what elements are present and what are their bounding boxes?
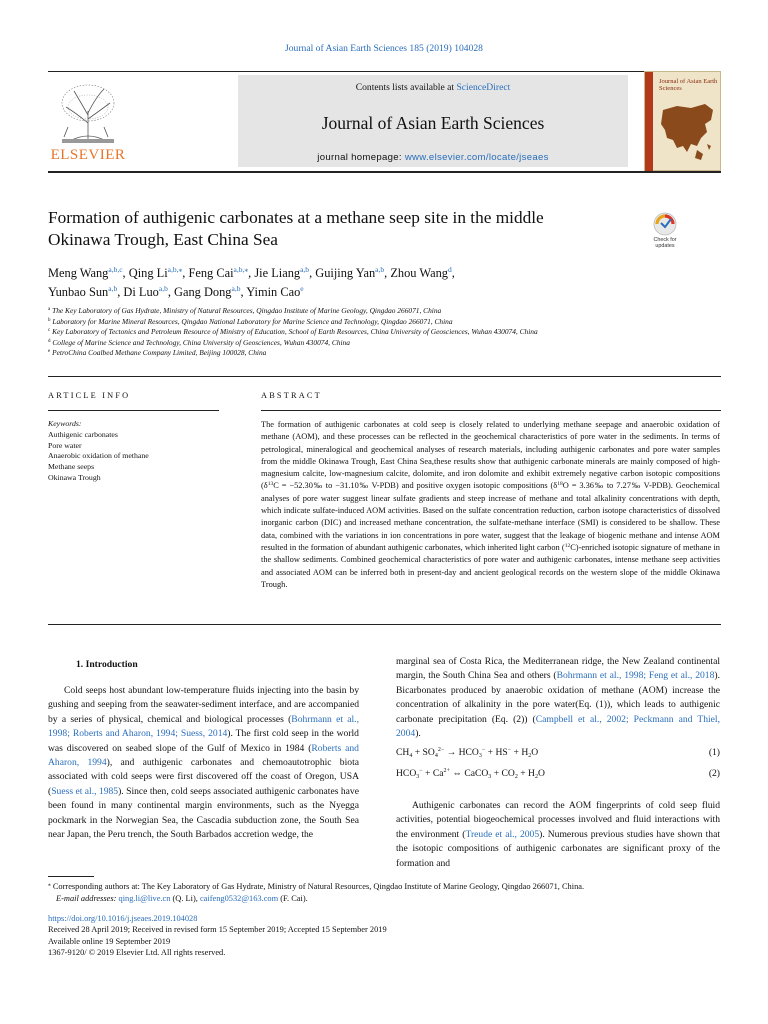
author[interactable]: Jie Liang$^{a,b}$ — [254, 265, 310, 280]
equation-1-body: $CH_4 + SO_4^{2-} \to HCO_3^- + HS^- + H_2O$ — [396, 747, 539, 759]
author[interactable]: Zhou Wang$^d$ — [390, 265, 452, 280]
received-dates: Received 28 April 2019; Received in revised form 15 September 2019; Accepted 15 September 2019 — [48, 925, 387, 935]
sciencedirect-link[interactable]: ScienceDirect — [456, 82, 511, 93]
abstract-rule — [261, 410, 721, 411]
equation-2 — [396, 768, 720, 779]
available-online-date: Available online 19 September 2019 — [48, 936, 171, 946]
intro-right-column-top: marginal sea of Costa Rica, the Mediterranean ridge, the New Zealand continental margin, the South China Sea and others (Bohrmann et al., 1998; Feng et al., 2018). Bicarbonates produced by anaerobic oxidation of methane (AOM) increase the concentration of alkalinity in the pore water(Eq. (1)), which leads to authigenic carbonate precipitation (Eq. (2)) (Campbell et al., 2002; Peckmann and Thiel, 2004). — [396, 656, 720, 740]
email-link[interactable]: qing.li@live.cn — [118, 894, 171, 904]
abstract-bottom-rule — [48, 624, 721, 625]
contents-prefix: Contents lists available at — [355, 82, 457, 93]
equation-2-number: (2) — [708, 768, 720, 779]
author[interactable]: Yimin Cao$^e$ — [246, 284, 304, 299]
equation-1 — [396, 747, 720, 758]
journal-homepage-line — [238, 152, 628, 163]
corresponding-author-footnote — [48, 881, 728, 906]
elsevier-wordmark: ELSEVIER — [50, 147, 126, 163]
email-link[interactable]: caifeng0532@163.com — [199, 894, 279, 904]
masthead-bottom-rule — [48, 171, 721, 173]
section-rule-top — [48, 376, 721, 377]
cover-spine — [645, 72, 653, 172]
author[interactable]: Di Luo$^{a,b}$ — [123, 284, 168, 299]
journal-citation-link[interactable]: Journal of Asian Earth Sciences 185 (2019) 104028 — [285, 43, 483, 54]
citation-link[interactable]: Treude et al., 2005 — [465, 828, 540, 840]
homepage-link[interactable]: www.elsevier.com/locate/jseaes — [404, 152, 549, 163]
author[interactable]: Qing $Li^{a,b,⁎}$ — [128, 265, 183, 280]
keywords-block — [48, 419, 218, 484]
copyright-line: 1367-9120/ © 2019 Elsevier Ltd. All rights reserved. — [48, 947, 226, 957]
footnote-emails: E-mail addresses: qing.li@live.cn (Q. Li), caifeng0532@163.com (F. Cai). — [56, 894, 308, 904]
cover-title: Journal of Asian Earth Sciences — [659, 78, 718, 93]
footnote-address: ⁎ Corresponding authors at: The Key Laboratory of Gas Hydrate, Ministry of Natural Resources, Qingdao Institute of Marine Geology, Qingdao 266071, China. — [48, 882, 585, 891]
journal-name: Journal of Asian Earth Sciences — [321, 113, 545, 133]
journal-cover-thumbnail[interactable] — [644, 71, 721, 171]
author[interactable]: Yunbao Sun$^{a,b}$ — [48, 284, 118, 299]
keywords-label: Keywords: — [48, 419, 82, 428]
journal-masthead — [48, 71, 721, 172]
intro-left-column: Cold seeps host abundant low-temperature fluids injecting into the basin by gushing and seeping from the seawater-sediment interface, and are accompanied by a series of physical, chemical and biological processes (Bohrmann et al., 1998; Roberts and Aharon, 1994; Suess, 2014). The first cold seep in the world was discovered on seabed slope of the Gulf of Mexico in 1984 (Roberts and Aharon, 1994), and authigenic carbonates and chemoautotrophic biota associated with cold seeps were first discovered off the coast of Oregon, USA (Suess et al., 1985). Since then, cold seeps associated authigenic carbonates have been found in many continental margin environments, such as the Nyegga pockmark in the Norwegian Sea, the Cascadia subduction zone, the South Sea near Japan, the Peru trench, the South Barbados accretion wedge, the — [48, 685, 359, 841]
check-for-updates-badge[interactable] — [646, 210, 684, 254]
article-title: Formation of authigenic carbonates at a methane seep site in the middle Okinawa Trough, East China Sea — [48, 208, 544, 249]
author[interactable]: Feng Cai$^{a,b,⁎}$ — [188, 265, 249, 280]
affiliation: $^e$ PetroChina Coalbed Methane Company Limited, Beijing 100028, China — [48, 348, 267, 358]
doi-link[interactable]: https://doi.org/10.1016/j.jseaes.2019.104028 — [48, 914, 198, 923]
affiliation: $^a$ The Key Laboratory of Gas Hydrate, Ministry of Natural Resources, Qingdao Institute of Marine Geology, Qingdao 266071, China — [48, 306, 442, 315]
author-list: Meng Wang$^{a,b,c}$, Qing $Li^{a,b,⁎}$, Feng Cai$^{a,b,⁎}$, Jie Liang$^{a,b}$, Guijing Yan$^{a,b}$, Zhou Wang$^d$, Yunbao Sun$^{a,b}$, Di Luo$^{a,b}$, Gang Dong$^{a,b}$, Yimin Cao$^e$ — [48, 265, 455, 299]
intro-right-column-bottom: Authigenic carbonates can record the AOM fingerprints of cold seep fluid activities, potential biogeochemical processes involved and fluid interactions with the environment (Treude et al., 2005). Numerous previous studies have shown that the isotopic compositions of authigenic carbonates are significant proxy of the formation and — [396, 800, 721, 869]
affiliation: $^b$ Laboratory for Marine Mineral Resources, Qingdao National Laboratory for Marine Science and Technology, Qingdao 266071, China — [48, 316, 453, 326]
equation-1-number: (1) — [708, 747, 720, 758]
section-heading-introduction: 1. Introduction — [76, 659, 138, 670]
article-info-heading: ARTICLE INFO — [48, 391, 131, 400]
abstract-text: The formation of authigenic carbonates at cold seep is closely related to underlying methane seepage and anaerobic oxidation of methane (AOM), and these processes can be reflected in the geochemical characteristics of pore water in the sediments. In terms of petrological, mineralogical and geochemical analyses of research materials, including authigenic carbonates and pore water samples from the middle Okinawa Trough, East China Sea,these results show that authigenic carbonate minerals are mainly composed of high-magnesium calcite, low-magnesium calcite, dolomite, and iron dolomite and exhibit extremely negative carbon isotopic compositions ($\delta^{13}C$ = −52.30‰ to −31.10‰ V-PDB) and positive oxygen isotopic compositions ($\delta^{18}O$ = 3.36‰ to 7.27‰ V-PDB). Geochemical analyses of pore water suggest linear sulfate gradients and steep increase of methane and total alkalinity concentrations with depth, which indicate sulfate-induced AOM activities. Based on the sulfate concentration reduction, carbon isotope characteristics of dissolved inorganic carbon (DIC) and increased methane concentration, the sulfate-methane interface (SMI) is considered to be shallow. These data, combined with the variations in ion concentrations in pore water, suggest that the leakage of biogenic methane and intense AOM resulted in the formation of abundant authigenic carbonates, which inherited light carbon ($^{12}$C)-enriched isotopic signature of methane in the shallow sediments. Combined geochemical characteristics of pore water and authigenic carbonates, intense methane seep activities and associated AOM can be inferred both in present-day and ancient geological records on the western slope of the middle Okinawa Trough. — [261, 420, 720, 589]
keyword-item: Methane seeps — [48, 462, 95, 472]
citation-link[interactable]: Bohrmann et al., 1998; Roberts and Aharon, 1994; Suess, 2014 — [48, 713, 359, 740]
keyword-item: Okinawa Trough — [48, 472, 101, 482]
author[interactable]: Gang Dong$^{a,b}$ — [174, 284, 241, 299]
affiliation-list — [48, 306, 728, 359]
contents-available-line — [238, 82, 628, 93]
homepage-label: journal homepage: — [317, 152, 405, 163]
equation-2-body: $HCO_3^- + Ca^{2+}$ ⇔ CaCO$_3$ + $CO_2 + H_2O$ — [396, 768, 545, 780]
affiliation: $^d$ College of Marine Science and Technology, China University of Geosciences, Wuhan 430074, China — [48, 337, 350, 347]
author[interactable]: Meng Wang$^{a,b,c}$ — [48, 265, 123, 280]
asia-map-icon — [657, 100, 717, 164]
citation-link[interactable]: Roberts and Aharon, 1994 — [48, 742, 359, 769]
keyword-item: Pore water — [48, 440, 82, 450]
footnote-rule — [48, 876, 94, 877]
publication-info — [48, 913, 728, 958]
check-badge-label: Check for updates — [653, 237, 677, 249]
masthead-center-panel — [238, 75, 628, 167]
affiliation: $^c$ Key Laboratory of Tectonics and Petroleum Resource of Ministry of Education, School of Earth Resources, China University of Geosciences, Wuhan 430074, China — [48, 327, 538, 337]
citation-link[interactable]: Campbell et al., 2002; Peckmann and Thiel, 2004 — [396, 713, 720, 740]
citation-link[interactable]: Bohrmann et al., 1998; Feng et al., 2018 — [556, 670, 715, 682]
keyword-item: Anaerobic oxidation of methane — [48, 451, 149, 461]
author[interactable]: Guijing Yan$^{a,b}$ — [315, 265, 385, 280]
abstract-heading: ABSTRACT — [261, 391, 322, 400]
article-info-rule — [48, 410, 219, 411]
masthead-top-rule — [48, 71, 721, 72]
keyword-item: Authigenic carbonates — [48, 429, 118, 439]
citation-link[interactable]: Suess et al., 1985 — [51, 785, 119, 797]
